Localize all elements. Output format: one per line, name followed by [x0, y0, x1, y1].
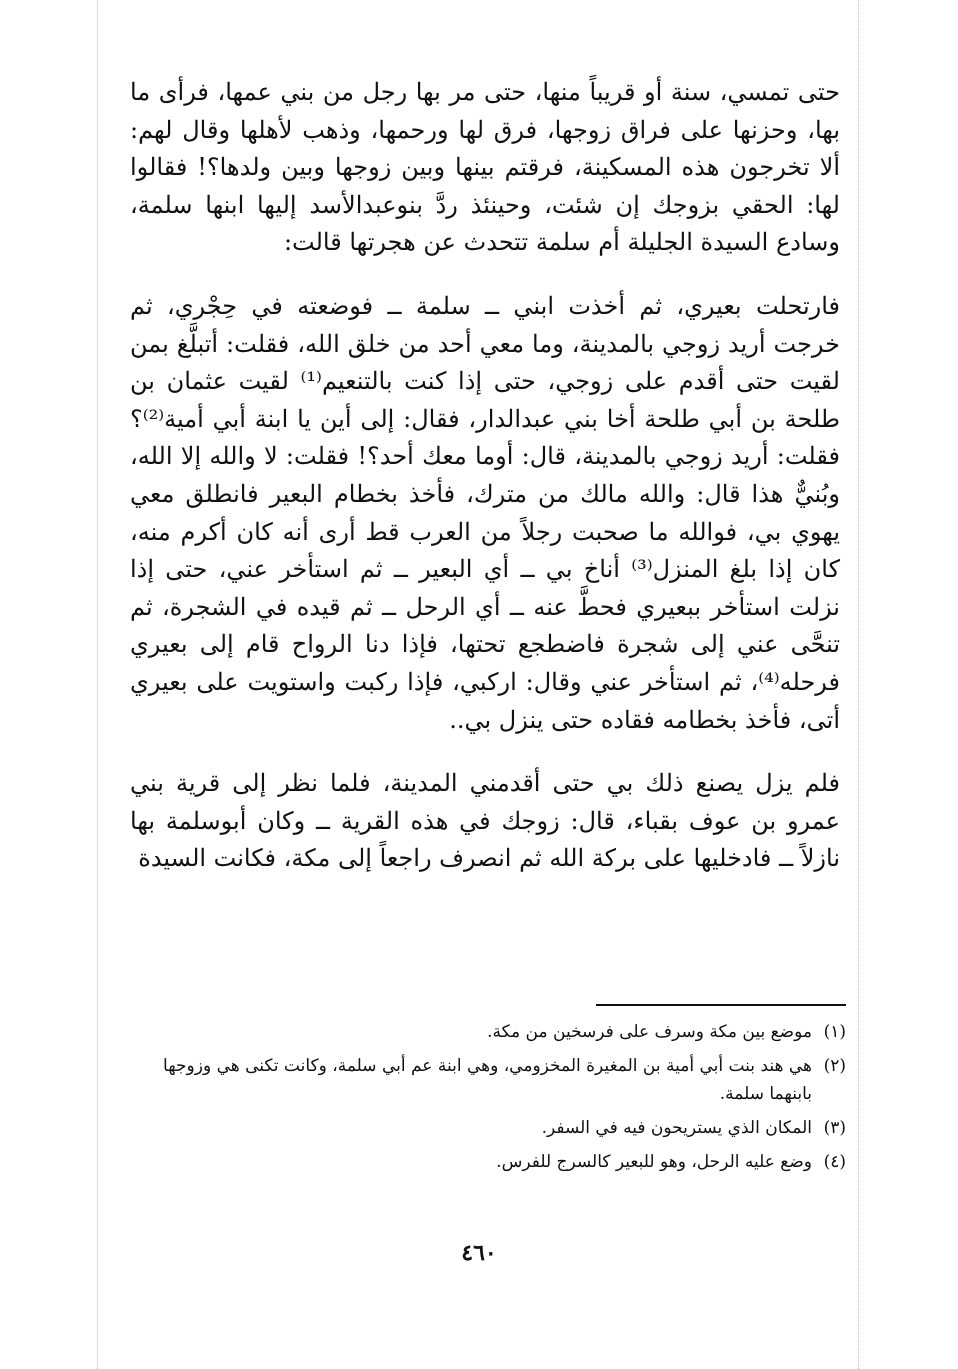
footnote-text: موضع بين مكة وسرف على فرسخين من مكة. [487, 1022, 812, 1042]
body-paragraph-3: فلم يزل يصنع ذلك بي حتى أقدمني المدينة، فلما نظر إلى قرية بني عمرو بن عوف بقباء، قال: زوجك في هذه القرية ــ وكان أبوسلمة بها نازلاً ــ فادخليها على بركة الله ثم انصرف راجعاً إلى مكة، فكانت السيدة [130, 769, 840, 873]
footnote-text: هي هند بنت أبي أمية بن المغيرة المخزومي، وهي ابنة عم أبي سلمة، وكانت تكنى هي وزوجها بابنهما سلمة. [163, 1056, 812, 1104]
footnote-text: وضع عليه الرحل، وهو للبعير كالسرج للفرس. [496, 1152, 812, 1172]
footnotes [140, 1018, 846, 1182]
main-text [130, 74, 840, 878]
footnote-number: (١) [823, 1022, 846, 1042]
footnote-number: (٤) [823, 1152, 846, 1172]
footnote-text: المكان الذي يستريحون فيه في السفر. [541, 1118, 812, 1138]
body-paragraph-2: فارتحلت بعيري، ثم أخذت ابني ــ سلمة ــ فوضعته في حِجْري، ثم خرجت أريد زوجي بالمدينة، وما معي أحد من خلق الله، فقلت: أتبلَّغ بمن لقيت حتى أقدم على زوجي، حتى إذا كنت بالتنعيم⁽¹⁾ لقيت عثمان بن طلحة بن أبي طلحة أخا بني عبدالدار، فقال: إلى أين يا ابنة أبي أمية⁽²⁾؟ فقلت: أريد زوجي بالمدينة، قال: أوما معك أحد؟! فقلت: لا والله إلا الله، وبُنيٌّ هذا قال: والله مالك من مترك، فأخذ بخطام البعير فانطلق معي يهوي بي، فوالله ما صحبت رجلاً من العرب قط أرى أنه كان أكرم منه، كان إذا بلغ المنزل⁽³⁾ أناخ بي ــ أي البعير ــ ثم استأخر عني، حتى إذا نزلت استأخر ببعيري فحطَّ عنه ــ أي الرحل ــ ثم قيده في الشجرة، ثم تنحَّى عني إلى شجرة فاضطجع تحتها، فإذا دنا الرواح قام إلى بعيري فرحله⁽⁴⁾، ثم استأخر عني وقال: اركبي، فإذا ركبت واستويت على بعيري أتى، فأخذ بخطامه فقاده حتى ينزل بي.. [130, 291, 840, 734]
footnote-separator [596, 1004, 846, 1006]
footnote-4 [140, 1148, 846, 1176]
page-number: ٤٦٠ [461, 1240, 497, 1266]
body-paragraph-1: حتى تمسي، سنة أو قريباً منها، حتى مر بها رجل من بني عمها، فرأى ما بها، وحزنها على فراق زوجها، فرق لها ورحمها، وذهب لأهلها وقال لهم: ألا تخرجون هذه المسكينة، فرقتم بينها وبين زوجها وبين ولدها؟! فقالوا لها: الحقي بزوجك إن شئت، وحينئذ ردَّ بنوعبدالأسد إليها ابنها سلمة، وسادع السيدة الجليلة أم سلمة تتحدث عن هجرتها قالت: [130, 78, 840, 257]
footnote-1 [140, 1018, 846, 1046]
footnote-number: (٢) [823, 1056, 846, 1076]
scan-edge-line-right [858, 0, 859, 1369]
footnote-2 [140, 1052, 846, 1108]
footnote-number: (٣) [823, 1118, 846, 1138]
footnote-3 [140, 1114, 846, 1142]
scan-edge-line-left [97, 0, 98, 1369]
